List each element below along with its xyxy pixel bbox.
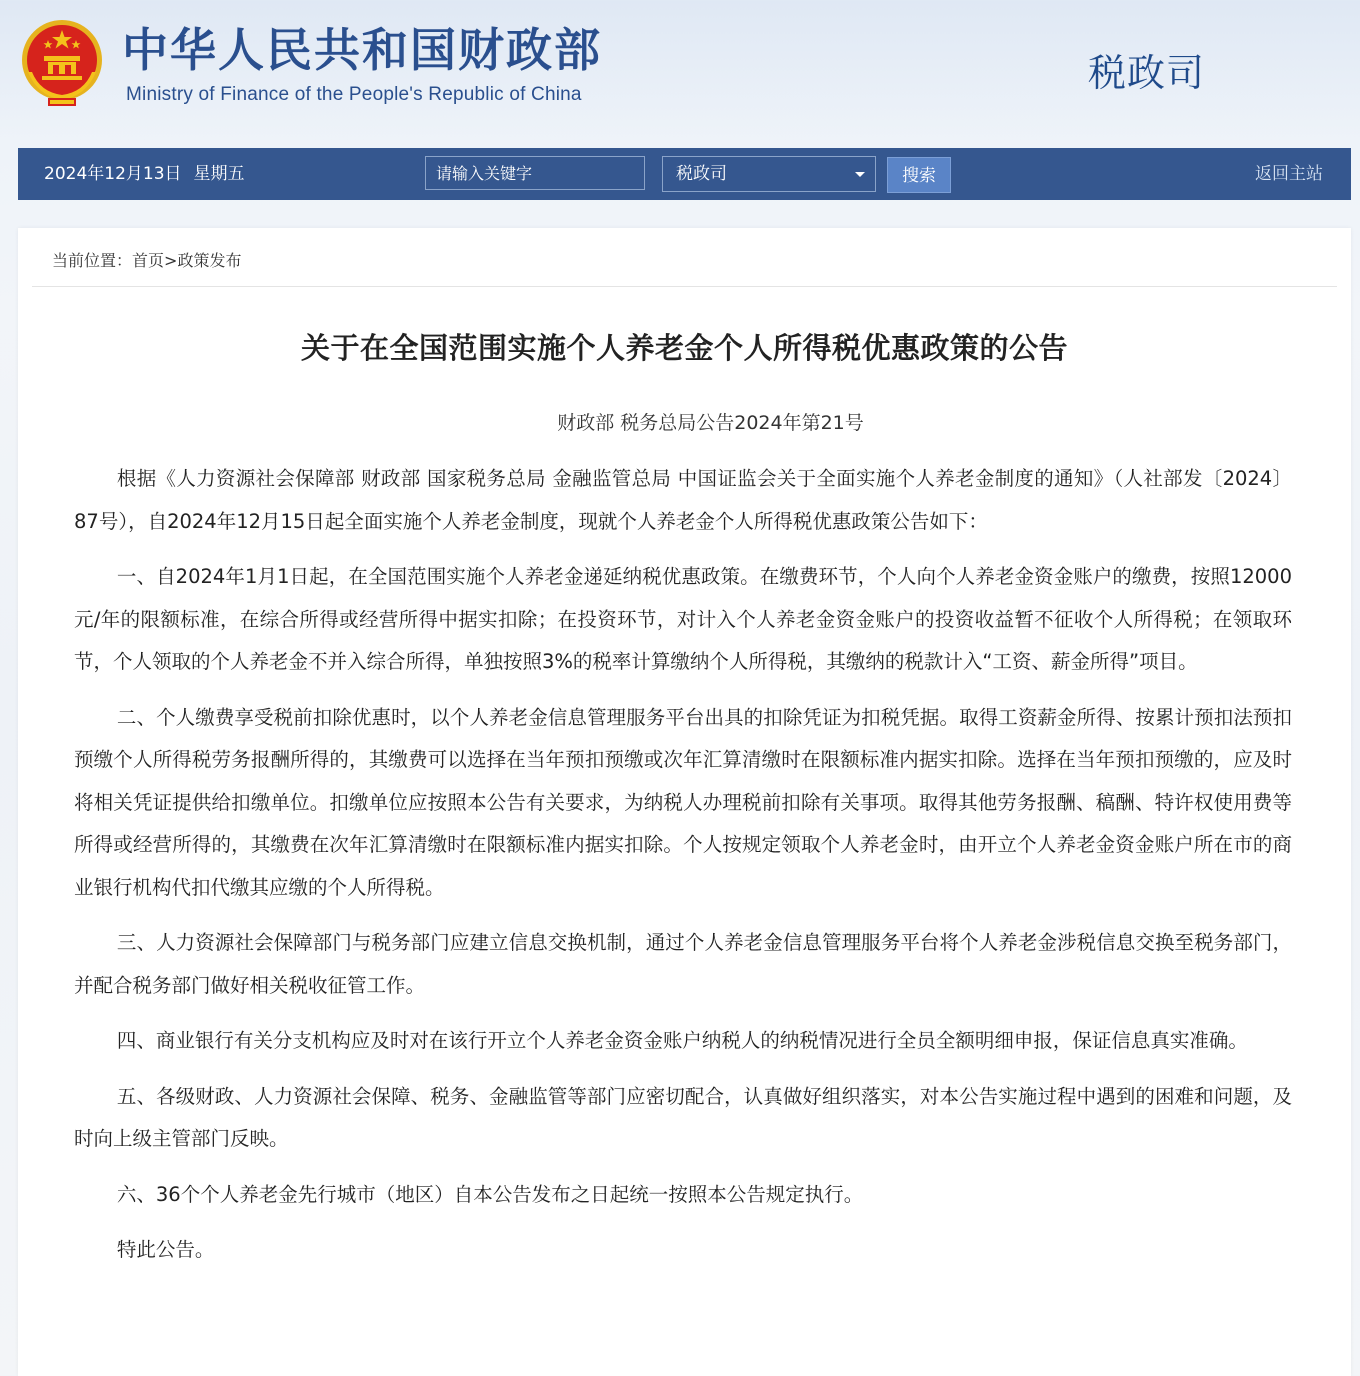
department-title: 税政司 [1088,51,1206,95]
chevron-down-icon [855,172,865,177]
article-paragraph: 根据《人力资源社会保障部 财政部 国家税务总局 金融监管总局 中国证监会关于全面实施个人养老金制度的通知》（人社部发〔2024〕87号），自2024年12月15日起全面实施个人养老金制度，现就个人养老金个人所得税优惠政策公告如下： [74,467,1292,533]
national-emblem-icon[interactable] [18,16,106,108]
article-paragraph: 二、个人缴费享受税前扣除优惠时，以个人养老金信息管理服务平台出具的扣除凭证为扣税凭据。取得工资薪金所得、按累计预扣法预扣预缴个人所得税劳务报酬所得的，其缴费可以选择在当年预扣预缴或次年汇算清缴时在限额标准内据实扣除。选择在当年预扣预缴的，应及时将相关凭证提供给扣缴单位。扣缴单位应按照本公告有关要求，为纳税人办理税前扣除有关事项。取得其他劳务报酬、稿酬、特许权使用费等所得或经营所得的，其缴费在次年汇算清缴时在限额标准内据实扣除。个人按规定领取个人养老金时，由开立个人养老金资金账户所在市的商业银行机构代扣代缴其应缴的个人所得税。 [74,705,1292,899]
return-home-link[interactable]: 返回主站 [1255,164,1323,184]
article-body [74,458,1292,1285]
document-number: 财政部 税务总局公告2024年第21号 [557,412,864,434]
article-paragraph: 四、商业银行有关分支机构应及时对在该行开立个人养老金资金账户纳税人的纳税情况进行全员全额明细申报，保证信息真实准确。 [116,1029,1248,1052]
breadcrumb-separator: > [164,251,178,270]
article-paragraph: 六、36个个人养老金先行城市（地区）自本公告发布之日起统一按照本公告规定执行。 [116,1182,864,1206]
article-paragraph: 特此公告。 [116,1238,215,1261]
breadcrumb-current-link[interactable]: 政策发布 [177,251,242,270]
breadcrumb-divider [32,286,1337,287]
breadcrumb-prefix: 当前位置： [52,251,133,270]
current-date [44,148,245,200]
department-select-value: 税政司 [676,164,727,184]
breadcrumb-home-link[interactable]: 首页 [132,251,165,270]
nav-bar [18,148,1351,200]
search-input[interactable] [425,156,645,190]
article-paragraph: 一、自2024年1月1日起，在全国范围实施个人养老金递延纳税优惠政策。在缴费环节，个人向个人养老金资金账户的缴费，按照12000元/年的限额标准，在综合所得或经营所得中据实扣除；在投资环节，对计入个人养老金资金账户的投资收益暂不征收个人所得税；在领取环节，个人领取的个人养老金不并入综合所得，单独按照3%的税率计算缴纳个人所得税，其缴纳的税款计入“工资、薪金所得”项目。 [74,565,1292,673]
search-button[interactable]: 搜索 [887,157,951,193]
breadcrumb [52,248,241,271]
site-header [0,0,1360,140]
article-paragraph: 三、人力资源社会保障部门与税务部门应建立信息交换机制，通过个人养老金信息管理服务平台将个人养老金涉税信息交换至税务部门，并配合税务部门做好相关税收征管工作。 [74,931,1292,997]
date-text: 2024年12月13日 [44,164,182,184]
site-title-cn[interactable]: 中华人民共和国财政部 [122,23,602,77]
department-select[interactable] [662,156,876,192]
weekday-text: 星期五 [193,164,245,184]
content-card [18,228,1351,1376]
site-title-en: Ministry of Finance of the People's Republic of China [126,84,582,105]
article-paragraph: 五、各级财政、人力资源社会保障、税务、金融监管等部门应密切配合，认真做好组织落实，对本公告实施过程中遇到的困难和问题，及时向上级主管部门反映。 [74,1084,1292,1150]
article-title: 关于在全国范围实施个人养老金个人所得税优惠政策的公告 [300,331,1068,365]
